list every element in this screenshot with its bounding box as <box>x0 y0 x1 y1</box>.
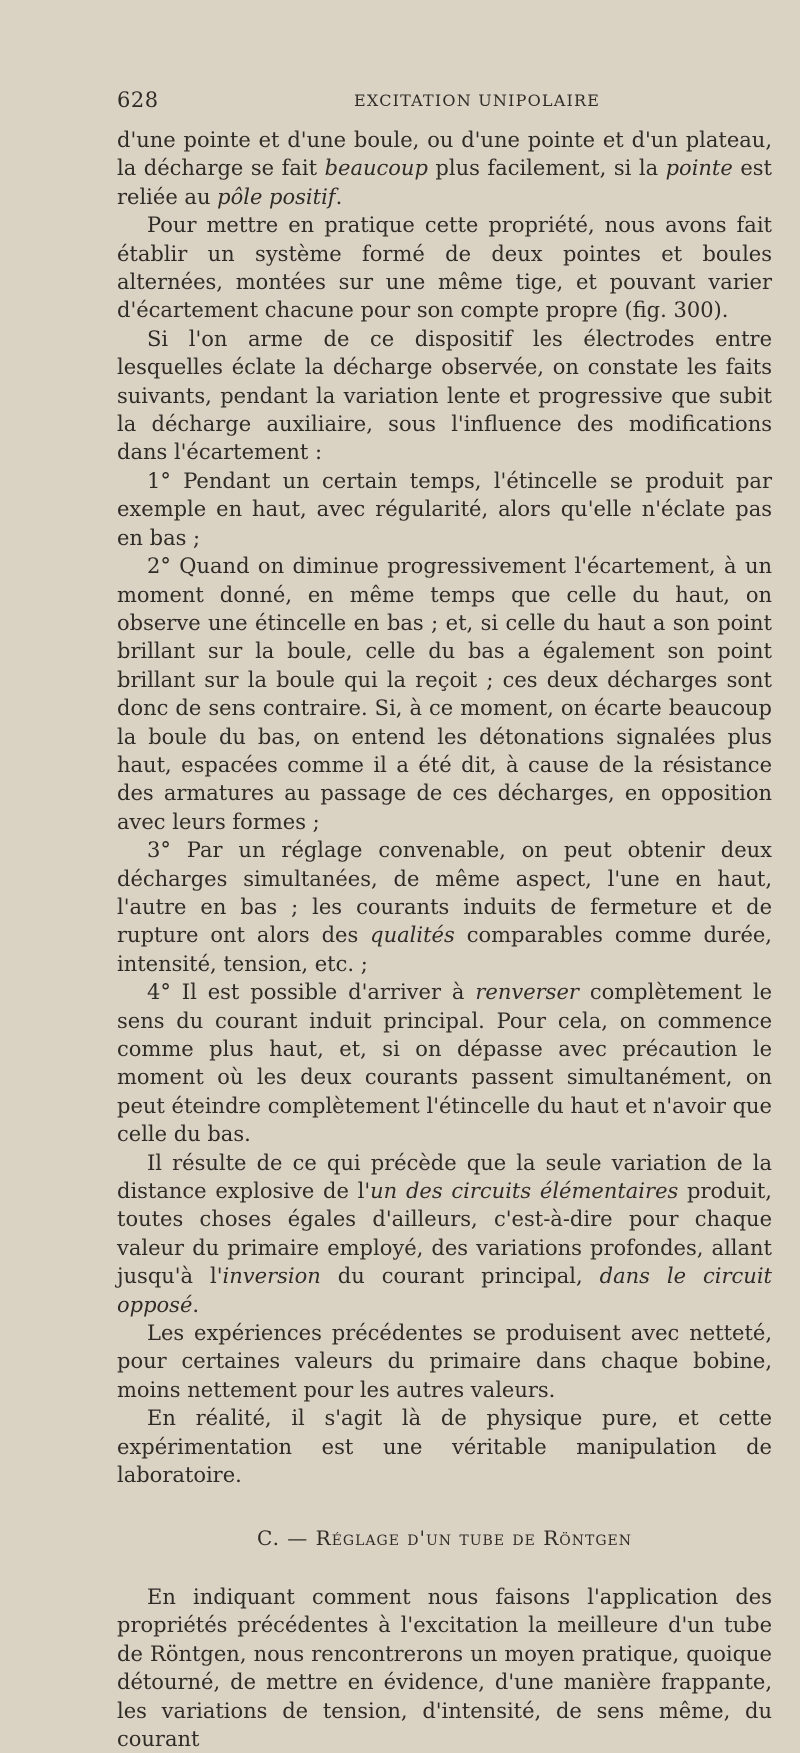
italic-text: beaucoup <box>324 156 428 181</box>
italic-text: renverser <box>475 980 579 1005</box>
paragraph <box>117 1583 772 1753</box>
italic-text: pôle positif <box>217 184 336 209</box>
paragraph <box>117 552 772 836</box>
text-run: . <box>335 184 343 209</box>
paragraphs-before-heading <box>117 126 772 1490</box>
text-run: En réalité, il s'agit là de physique pure, et cette expérimentation est une véritable manipulation de laboratoire. <box>117 1406 772 1488</box>
text-run: est reliée au <box>117 156 772 209</box>
body-text <box>117 126 772 1753</box>
paragraph <box>117 211 772 325</box>
text-run: comparables comme durée, intensité, tension, etc. ; <box>117 923 772 976</box>
italic-text: inversion <box>222 1264 321 1289</box>
text-run: Les expériences précédentes se produisent avec netteté, pour certaines valeurs du primaire dans chaque bobine, moins nettement pour les autres valeurs. <box>117 1321 772 1402</box>
text-run: Si l'on arme de ce dispositif les électrodes entre lesquelles éclate la décharge observée, on constate les faits suivants, pendant la variation lente et progressive que subit la décharge auxiliaire, sous l'influence des modifications dans l'écartement : <box>117 326 772 465</box>
paragraph <box>117 1319 772 1404</box>
paragraphs-after-heading <box>117 1583 772 1753</box>
text-run: plus facilement, si la <box>427 156 666 181</box>
page-header <box>117 88 772 114</box>
text-run: produit, toutes choses égales d'ailleurs, c'est-à-dire pour chaque valeur du primaire employé, des variations profondes, allant jusqu'à l' <box>117 1179 772 1289</box>
paragraph <box>117 1404 772 1489</box>
page-number: 628 <box>117 88 159 112</box>
italic-text: qualités <box>370 923 455 948</box>
text-run: d'une pointe et d'une boule, ou d'une pointe et d'un plateau, la décharge se fait <box>117 128 772 181</box>
paragraph <box>117 126 772 211</box>
paragraph <box>117 836 772 978</box>
text-run: complètement le sens du courant induit principal. Pour cela, on commence comme plus haut, et, si on dépasse avec précaution le moment où les deux courants passent simultanément, on peut éteindre complètement l'étincelle du haut et n'avoir que celle du bas. <box>117 980 772 1147</box>
text-run: 2° Quand on diminue progressivement l'écartement, à un moment donné, en même temps que celle du haut, on observe une étincelle en bas ; et, si celle du haut a son point brillant sur la boule, celle du bas a également son point brillant sur la boule qui la reçoit ; ces deux décharges sont donc de sens contraire. Si, à ce moment, on écarte beaucoup la boule du bas, on entend les détonations signalées plus haut, espacées comme il a été dit, à cause de la résistance des armatures au passage de ces décharges, en opposition avec leurs formes ; <box>117 554 772 834</box>
text-run: 1° Pendant un certain temps, l'étincelle se produit par exemple en haut, avec régularité, alors qu'elle n'éclate pas en bas ; <box>117 468 772 550</box>
section-heading: C. — Réglage d'un tube de Röntgen <box>256 1525 632 1550</box>
italic-text: un des circuits élémentaires <box>370 1179 679 1204</box>
text-run: 4° Il est possible d'arriver à <box>147 980 476 1005</box>
paragraph <box>117 978 772 1148</box>
text-run: . <box>192 1292 200 1317</box>
italic-text: dans le circuit opposé <box>117 1264 772 1317</box>
running-title: EXCITATION UNIPOLAIRE <box>354 91 601 110</box>
text-run: En indiquant comment nous faisons l'application des propriétés précédentes à l'excitation la meilleure d'un tube de Röntgen, nous rencontrerons un moyen pratique, quoique détourné, de mettre en évidence, d'une manière frappante, les variations de tension, d'intensité, de sens même, du courant <box>117 1584 772 1751</box>
paragraph <box>117 467 772 552</box>
text-run: Il résulte de ce qui précède que la seule variation de la distance explosive de l' <box>117 1150 772 1204</box>
paragraph <box>117 1149 772 1319</box>
text-run: 3° Par un réglage convenable, on peut obtenir deux décharges simultanées, de même aspect, l'une en haut, l'autre en bas ; les courants induits de fermeture et de rupture ont alors des <box>117 838 772 948</box>
paragraph <box>117 325 772 467</box>
text-run: Pour mettre en pratique cette propriété, nous avons fait établir un système formé de deux pointes et boules alternées, montées sur une même tige, et pouvant varier d'écartement chacune pour son compte propre (fig. 300). <box>117 213 772 323</box>
italic-text: pointe <box>665 156 733 181</box>
text-run: du courant principal, <box>320 1264 600 1289</box>
